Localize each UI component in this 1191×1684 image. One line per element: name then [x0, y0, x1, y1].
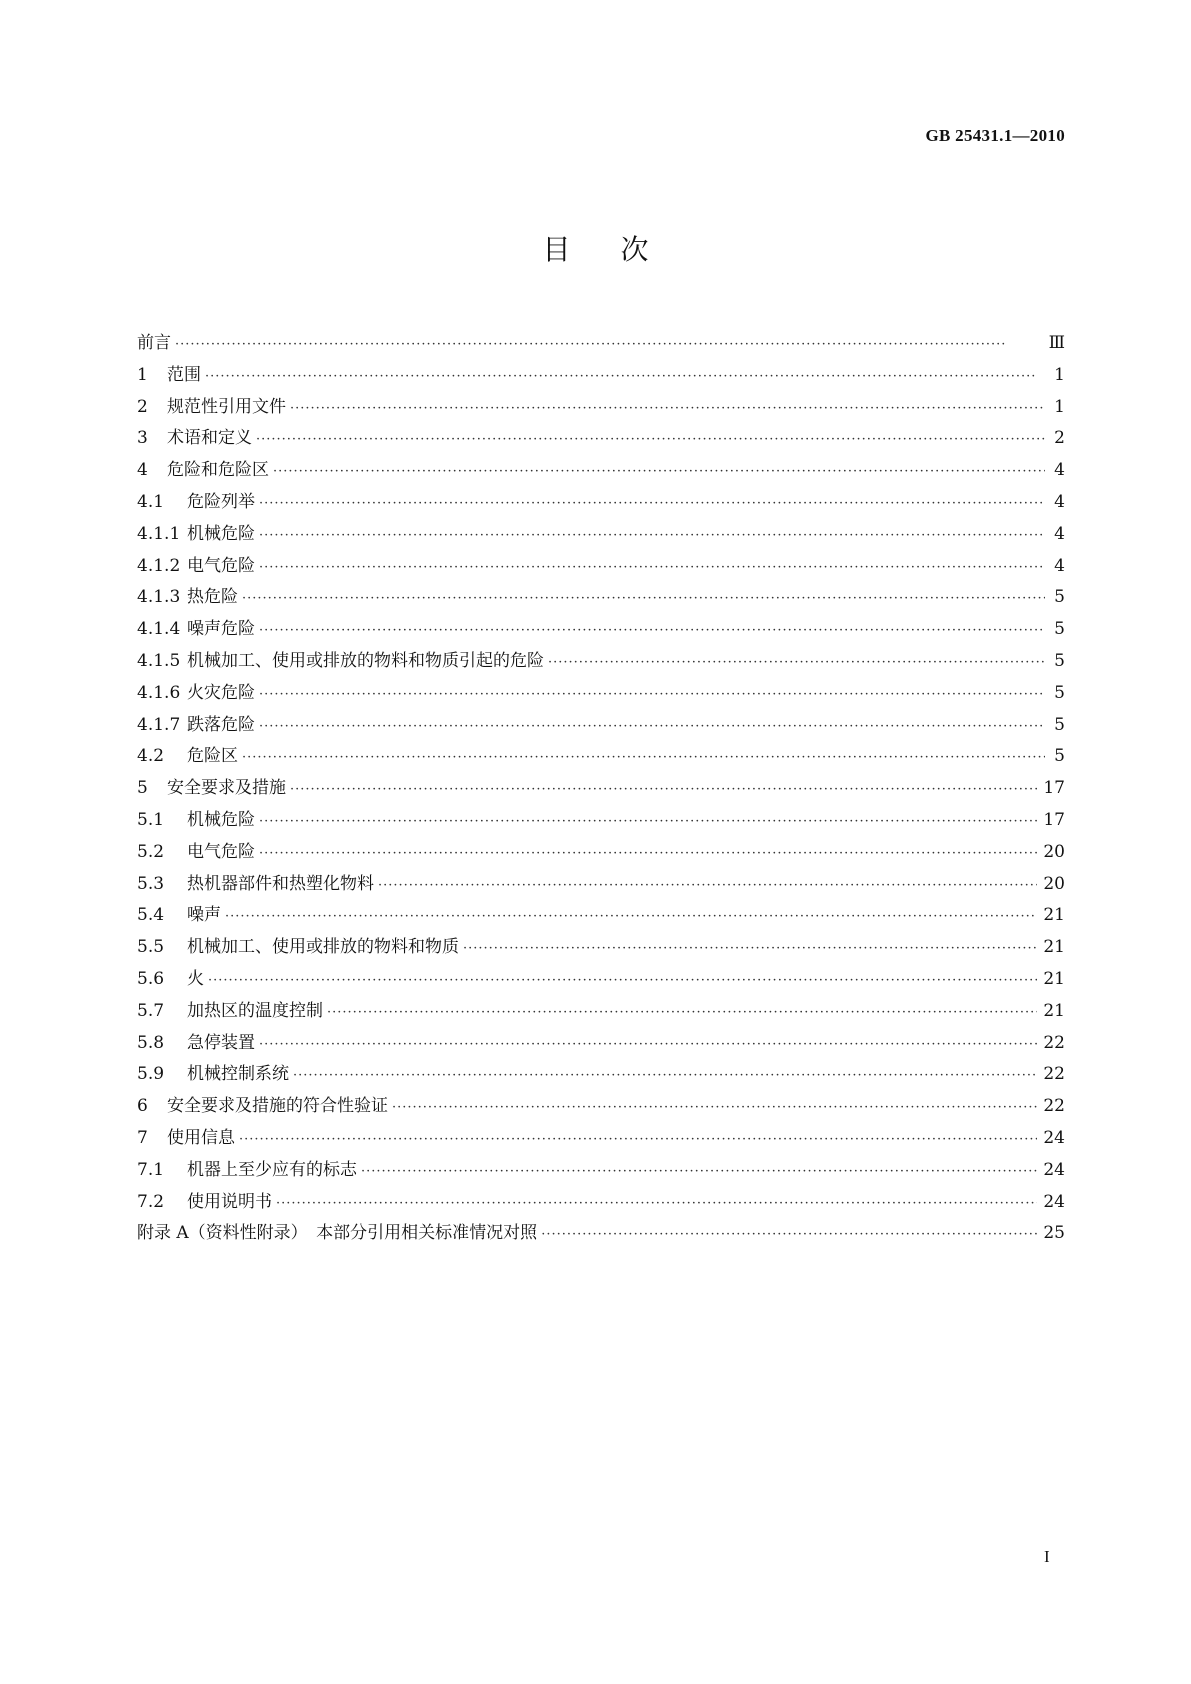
toc-entry[interactable]	[137, 1187, 1065, 1219]
toc-entry[interactable]	[137, 710, 1065, 742]
section-number: 4.1.4	[137, 619, 181, 640]
toc-entry[interactable]	[137, 678, 1065, 710]
toc-entry[interactable]	[137, 455, 1065, 487]
toc-entry-label	[137, 1218, 541, 1243]
section-title: 跌落危险	[187, 714, 255, 735]
toc-entry[interactable]	[137, 392, 1065, 424]
dot-leader	[239, 1132, 1037, 1147]
toc-entry-label	[137, 1028, 259, 1053]
page-ref: 24	[1043, 1159, 1065, 1180]
dot-leader	[392, 1100, 1037, 1115]
toc-entry[interactable]	[137, 646, 1065, 678]
section-number: 5.2	[137, 841, 165, 862]
section-number: 5.6	[137, 968, 165, 989]
section-title: 机械加工、使用或排放的物料和物质	[187, 937, 459, 958]
section-title: 火灾危险	[187, 682, 255, 703]
toc-entry[interactable]	[137, 487, 1065, 519]
toc-entry-label	[137, 551, 259, 576]
toc-entry[interactable]	[137, 582, 1065, 614]
toc-entry-label	[137, 1059, 293, 1084]
section-number: 5.5	[137, 937, 165, 958]
dot-leader	[208, 973, 1037, 988]
dot-leader	[290, 782, 1037, 797]
toc-entry[interactable]	[137, 1059, 1065, 1091]
section-number: 5	[137, 778, 148, 799]
section-number: 4.1	[137, 491, 165, 512]
section-title: 机器上至少应有的标志	[187, 1159, 357, 1180]
toc-entry-label	[137, 646, 548, 671]
section-number: 4.1.6	[137, 682, 181, 703]
page-ref: 21	[1043, 1000, 1065, 1021]
page-ref: 4	[1054, 491, 1065, 512]
toc-entry-label	[137, 964, 208, 989]
toc-entry[interactable]	[137, 328, 1065, 360]
section-title: 噪声危险	[187, 619, 255, 640]
dot-leader	[259, 814, 1037, 829]
dot-leader	[273, 464, 1045, 479]
section-number: 5.3	[137, 873, 165, 894]
section-number: 5.1	[137, 809, 165, 830]
toc-entry-label	[137, 1123, 239, 1148]
section-title: 火	[187, 968, 204, 989]
toc-entry-label	[137, 1187, 276, 1212]
page-ref: 17	[1043, 809, 1065, 830]
page-ref: 21	[1043, 937, 1065, 958]
page-ref: 1	[1054, 396, 1065, 417]
page-number: I	[1044, 1547, 1050, 1566]
section-number: 4.1.2	[137, 555, 181, 576]
toc-entry[interactable]	[137, 996, 1065, 1028]
toc-entry[interactable]	[137, 360, 1065, 392]
section-title: 危险列举	[187, 491, 255, 512]
dot-leader	[259, 623, 1045, 638]
toc-entry[interactable]	[137, 932, 1065, 964]
toc-entry-label	[137, 582, 242, 607]
section-title: 附录 A（资料性附录） 本部分引用相关标准情况对照	[137, 1223, 538, 1244]
dot-leader	[259, 496, 1045, 511]
section-number: 6	[137, 1096, 148, 1117]
section-title: 危险和危险区	[167, 460, 269, 481]
toc-entry[interactable]	[137, 551, 1065, 583]
toc-entry-label	[137, 837, 259, 862]
page-ref: 5	[1054, 619, 1065, 640]
page-ref: 5	[1054, 650, 1065, 671]
toc-entry-label	[137, 900, 225, 925]
toc-entry-label	[137, 741, 242, 766]
section-number: 7.1	[137, 1159, 165, 1180]
dot-leader	[259, 560, 1045, 575]
page-ref: 24	[1043, 1127, 1065, 1148]
dot-leader	[259, 687, 1045, 702]
dot-leader	[256, 432, 1045, 447]
toc-entry-label	[137, 360, 205, 385]
section-number: 4.2	[137, 746, 165, 767]
page-ref: 5	[1054, 714, 1065, 735]
section-title: 机械控制系统	[187, 1064, 289, 1085]
toc-entry[interactable]	[137, 964, 1065, 996]
toc-entry-label	[137, 932, 463, 957]
toc-entry-label	[137, 519, 259, 544]
dot-leader	[290, 401, 1045, 416]
dot-leader	[225, 909, 1037, 924]
page-ref: 21	[1043, 968, 1065, 989]
section-title: 安全要求及措施	[167, 778, 286, 799]
toc-entry-label	[137, 1091, 392, 1116]
toc-entry[interactable]	[137, 900, 1065, 932]
toc-entry-label	[137, 678, 259, 703]
section-title: 机械加工、使用或排放的物料和物质引起的危险	[187, 650, 544, 671]
toc-entry[interactable]	[137, 423, 1065, 455]
page-ref: 20	[1043, 873, 1065, 894]
dot-leader	[541, 1227, 1037, 1242]
toc-entry-label	[137, 710, 259, 735]
toc-entry-label	[137, 392, 290, 417]
dot-leader	[463, 941, 1037, 956]
dot-leader	[548, 655, 1045, 670]
section-number: 5.7	[137, 1000, 165, 1021]
document-id: GB 25431.1—2010	[925, 126, 1065, 145]
toc-entry[interactable]	[137, 1155, 1065, 1187]
toc-entry[interactable]	[137, 1091, 1065, 1123]
toc-entry-label	[137, 773, 290, 798]
toc-entry-label	[137, 328, 175, 353]
toc-entry-label	[137, 455, 273, 480]
page-ref: Ⅲ	[1048, 333, 1065, 353]
section-title: 电气危险	[187, 555, 255, 576]
section-number: 4.1.7	[137, 714, 181, 735]
section-title: 机械危险	[187, 809, 255, 830]
dot-leader	[259, 528, 1045, 543]
section-number: 7.2	[137, 1191, 165, 1212]
section-number: 7	[137, 1127, 148, 1148]
section-number: 4.1.5	[137, 650, 181, 671]
section-number: 5.8	[137, 1032, 165, 1053]
dot-leader	[259, 1037, 1037, 1052]
section-title: 安全要求及措施的符合性验证	[167, 1096, 388, 1117]
toc-entry[interactable]	[137, 741, 1065, 773]
dot-leader	[361, 1164, 1037, 1179]
page-ref: 22	[1043, 1096, 1065, 1117]
page-ref: 4	[1054, 555, 1065, 576]
toc-entry[interactable]	[137, 1028, 1065, 1060]
dot-leader	[378, 878, 1037, 893]
toc-entry-label	[137, 614, 259, 639]
toc-entry-label	[137, 996, 327, 1021]
page-ref: 2	[1054, 428, 1065, 449]
toc-entry[interactable]	[137, 837, 1065, 869]
section-title: 范围	[167, 364, 201, 385]
section-title: 前言	[137, 333, 171, 353]
section-number: 5.4	[137, 905, 165, 926]
toc-entry[interactable]	[137, 1123, 1065, 1155]
section-number: 1	[137, 364, 148, 385]
page-ref: 5	[1054, 746, 1065, 767]
section-number: 4	[137, 460, 148, 481]
toc-entry-label	[137, 423, 256, 448]
dot-leader	[242, 591, 1045, 606]
toc-entry-label	[137, 487, 259, 512]
section-title: 急停装置	[187, 1032, 255, 1053]
toc-entry-label	[137, 869, 378, 894]
page-title: 目次	[542, 233, 699, 266]
section-number: 2	[137, 396, 148, 417]
section-title: 电气危险	[187, 841, 255, 862]
section-number: 5.9	[137, 1064, 165, 1085]
dot-leader	[259, 719, 1045, 734]
page-ref: 4	[1054, 523, 1065, 544]
page-ref: 22	[1043, 1064, 1065, 1085]
section-title: 热危险	[187, 587, 238, 608]
page-ref: 17	[1043, 778, 1065, 799]
toc-entry[interactable]	[137, 519, 1065, 551]
page-ref: 22	[1043, 1032, 1065, 1053]
section-title: 危险区	[187, 746, 238, 767]
section-title: 术语和定义	[167, 428, 252, 449]
page-ref: 5	[1054, 682, 1065, 703]
dot-leader	[259, 846, 1037, 861]
page-ref: 24	[1043, 1191, 1065, 1212]
page-ref: 4	[1054, 460, 1065, 481]
dot-leader	[276, 1196, 1037, 1211]
section-number: 3	[137, 428, 148, 449]
page-ref: 1	[1054, 364, 1065, 385]
table-of-contents	[137, 328, 1065, 1250]
toc-entry[interactable]	[137, 1218, 1065, 1250]
section-title: 使用说明书	[187, 1191, 272, 1212]
section-title: 规范性引用文件	[167, 396, 286, 417]
page-ref: 20	[1043, 841, 1065, 862]
section-number: 4.1.3	[137, 587, 181, 608]
toc-entry[interactable]	[137, 805, 1065, 837]
dot-leader	[242, 750, 1045, 765]
dot-leader	[205, 369, 1045, 384]
page-ref: 25	[1043, 1223, 1065, 1244]
toc-entry[interactable]	[137, 614, 1065, 646]
toc-entry[interactable]	[137, 773, 1065, 805]
page-ref: 5	[1054, 587, 1065, 608]
toc-entry-label	[137, 805, 259, 830]
section-title: 热机器部件和热塑化物料	[187, 873, 374, 894]
section-title: 噪声	[187, 905, 221, 926]
section-title: 机械危险	[187, 523, 255, 544]
page-ref: 21	[1043, 905, 1065, 926]
section-number: 4.1.1	[137, 523, 181, 544]
toc-entry[interactable]	[137, 869, 1065, 901]
dot-leader	[175, 337, 1043, 352]
dot-leader	[327, 1005, 1037, 1020]
dot-leader	[293, 1068, 1037, 1083]
toc-entry-label	[137, 1155, 361, 1180]
section-title: 使用信息	[167, 1127, 235, 1148]
section-title: 加热区的温度控制	[187, 1000, 323, 1021]
